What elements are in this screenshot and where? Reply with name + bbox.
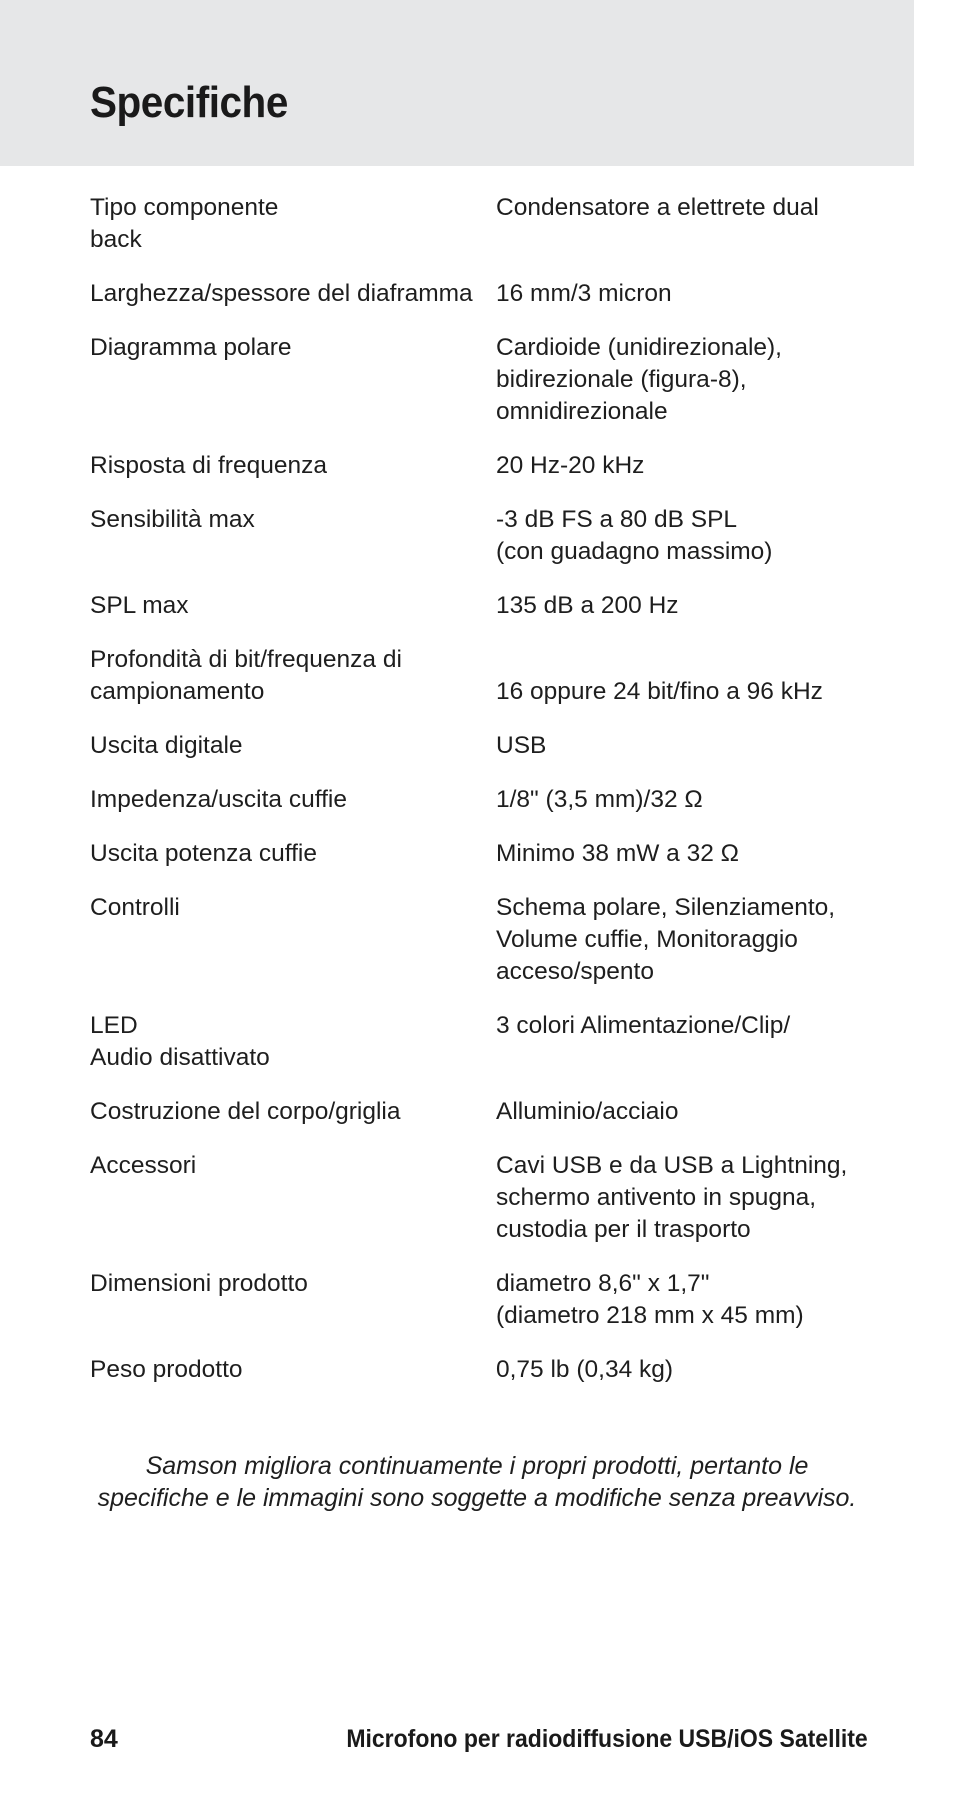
spec-row (90, 730, 890, 762)
spec-row (90, 892, 890, 988)
spec-row (90, 590, 890, 622)
spec-label: Tipo componente back (90, 194, 279, 253)
spec-value: Cavi USB e da USB a Lightning, schermo antivento in spugna, custodia per il trasporto (496, 1152, 848, 1243)
spec-label: Larghezza/spessore del diaframma (90, 280, 473, 307)
spec-row (90, 192, 890, 256)
spec-label: Controlli (90, 894, 180, 921)
header-band (0, 0, 914, 166)
spec-row (90, 504, 890, 568)
spec-label: Profondità di bit/frequenza di campionamento (90, 646, 402, 705)
spec-row (90, 1096, 890, 1128)
spec-label: Impedenza/uscita cuffie (90, 786, 347, 813)
spec-value: 135 dB a 200 Hz (496, 592, 679, 619)
spec-value: -3 dB FS a 80 dB SPL (con guadagno massimo) (496, 506, 773, 565)
spec-label: Uscita digitale (90, 732, 243, 759)
spec-value: USB (496, 732, 547, 759)
spec-label: Diagramma polare (90, 334, 292, 361)
disclaimer: Samson migliora continuamente i propri prodotti, pertanto le specifiche e le immagini sono soggette a modifiche senza preavviso. (97, 1452, 857, 1512)
spec-value: Cardioide (unidirezionale), bidirezionale (figura-8), omnidirezionale (496, 334, 782, 425)
page-title: Specifiche (90, 78, 288, 127)
spec-row (90, 332, 890, 428)
spec-row (90, 838, 890, 870)
spec-row (90, 644, 890, 708)
spec-value: 0,75 lb (0,34 kg) (496, 1356, 674, 1383)
spec-row (90, 278, 890, 310)
spec-label: Costruzione del corpo/griglia (90, 1098, 401, 1125)
spec-label: Sensibilità max (90, 506, 255, 533)
spec-value: 20 Hz-20 kHz (496, 452, 645, 479)
spec-value: Schema polare, Silenziamento, Volume cuffie, Monitoraggio acceso/spento (496, 894, 836, 985)
spec-label: Peso prodotto (90, 1356, 243, 1383)
spec-label: Uscita potenza cuffie (90, 840, 317, 867)
spec-label: SPL max (90, 592, 189, 619)
spec-row (90, 1010, 890, 1074)
spec-value: Condensatore a elettrete dual (496, 194, 819, 221)
spec-value: 1/8" (3,5 mm)/32 Ω (496, 786, 703, 813)
spec-value: 16 mm/3 micron (496, 280, 672, 307)
spec-row (90, 784, 890, 816)
spec-row (90, 1354, 890, 1386)
spec-value: diametro 8,6" x 1,7" (diametro 218 mm x 45 mm) (496, 1270, 804, 1329)
spec-label: Accessori (90, 1152, 197, 1179)
spec-row (90, 1268, 890, 1332)
spec-value: Alluminio/acciaio (496, 1098, 679, 1125)
spec-label: LED Audio disattivato (90, 1012, 270, 1071)
spec-value: Minimo 38 mW a 32 Ω (496, 840, 739, 867)
spec-label: Dimensioni prodotto (90, 1270, 308, 1297)
spec-value: 3 colori Alimentazione/Clip/ (496, 1012, 791, 1039)
footer-title: Microfono per radiodiffusione USB/iOS Satellite (346, 1725, 868, 1753)
spec-label: Risposta di frequenza (90, 452, 327, 479)
spec-row (90, 450, 890, 482)
spec-value: 16 oppure 24 bit/fino a 96 kHz (496, 678, 823, 705)
spec-table (90, 192, 890, 1408)
footer-page-number: 84 (90, 1725, 118, 1753)
spec-row (90, 1150, 890, 1246)
